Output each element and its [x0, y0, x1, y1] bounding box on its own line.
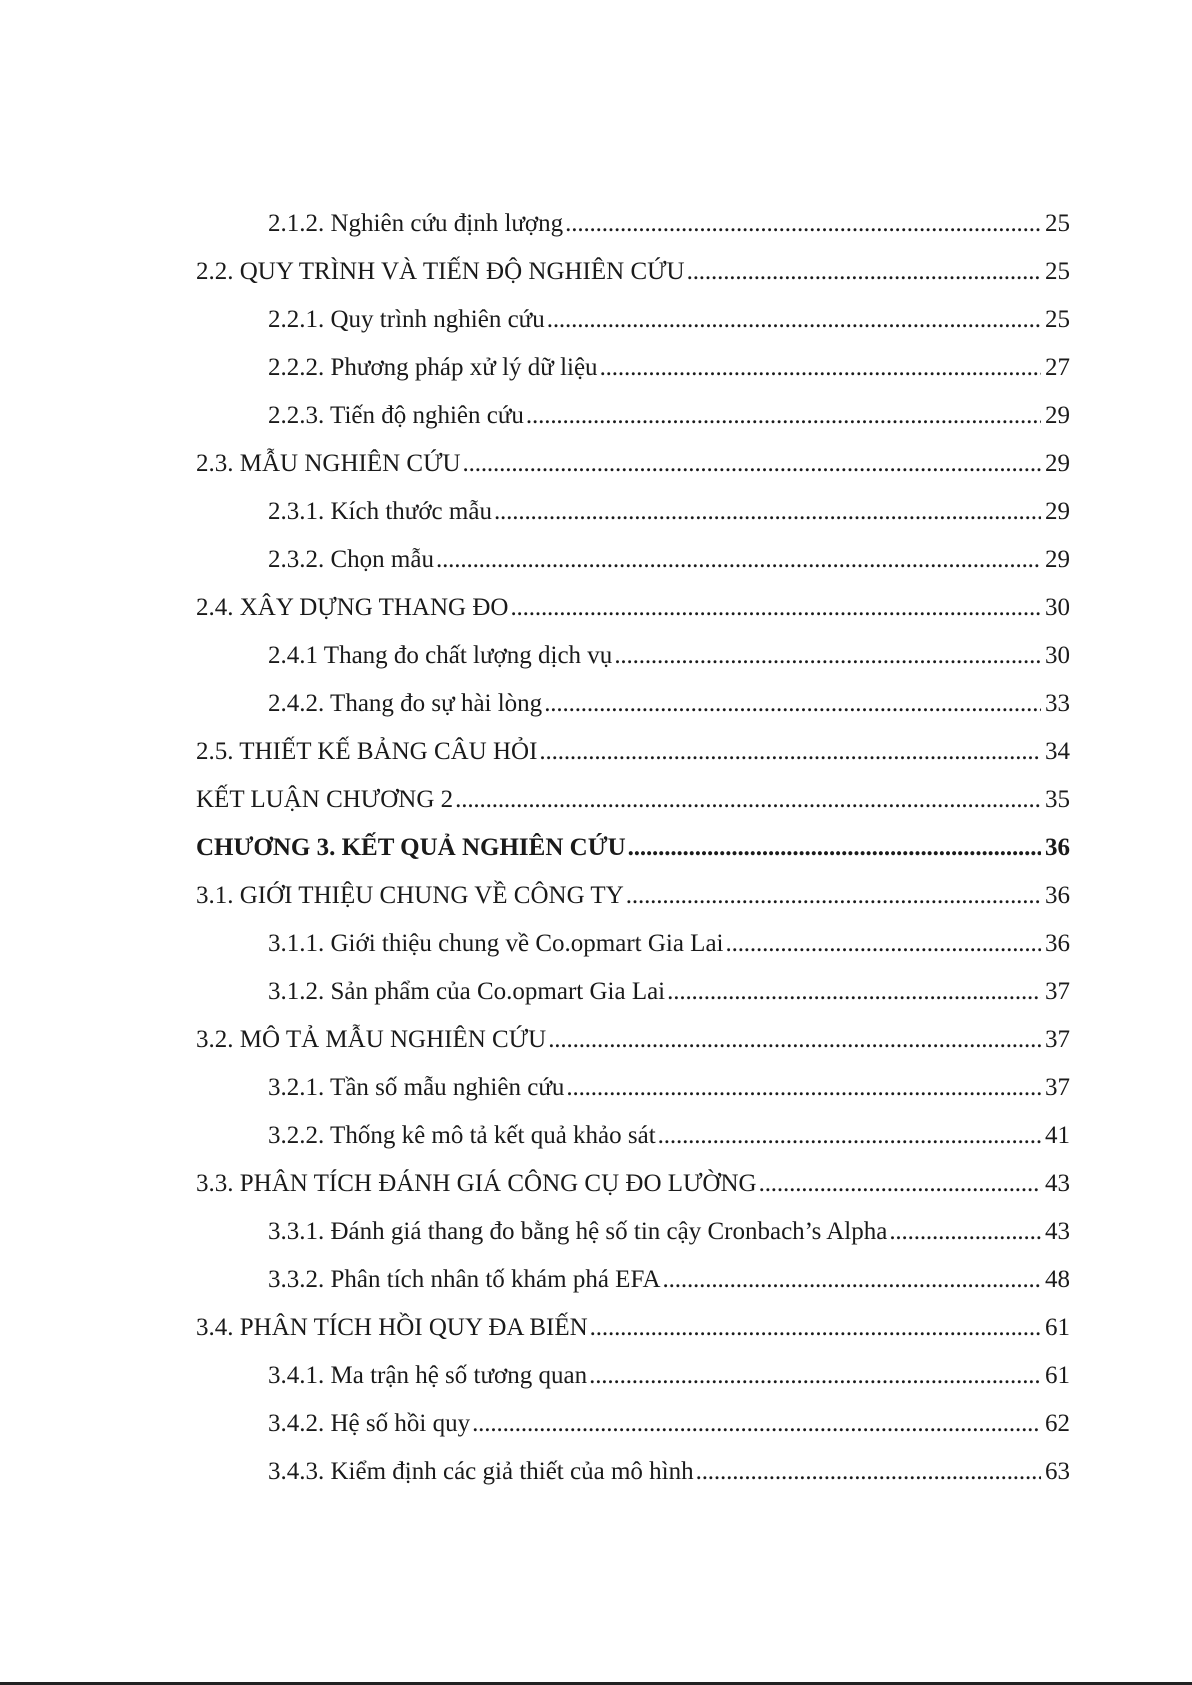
- toc-dot-leader: [526, 392, 1041, 440]
- toc-entry-page-number: 34: [1045, 738, 1070, 765]
- toc-dot-leader: [494, 488, 1041, 536]
- toc-entry-title: KẾT LUẬN CHƯƠNG 2: [196, 786, 454, 813]
- toc-entry-page-number: 48: [1045, 1266, 1070, 1293]
- toc-entry[interactable]: [196, 488, 1070, 536]
- toc-entry-page-number: 25: [1045, 210, 1070, 237]
- toc-entry-title: 3.3. PHÂN TÍCH ĐÁNH GIÁ CÔNG CỤ ĐO LƯỜNG: [196, 1170, 757, 1197]
- toc-dot-leader: [455, 776, 1041, 824]
- toc-entry[interactable]: [196, 968, 1070, 1016]
- toc-dot-leader: [759, 1160, 1041, 1208]
- toc-entry-page-number: 29: [1045, 450, 1070, 477]
- toc-entry[interactable]: [196, 1112, 1070, 1160]
- toc-dot-leader: [667, 968, 1041, 1016]
- toc-entry[interactable]: [196, 1016, 1070, 1064]
- toc-dot-leader: [658, 1112, 1041, 1160]
- toc-entry[interactable]: [196, 1208, 1070, 1256]
- toc-entry-page-number: 61: [1045, 1314, 1070, 1341]
- toc-entry-page-number: 27: [1045, 354, 1070, 381]
- toc-entry-title: 3.2.2. Thống kê mô tả kết quả khảo sát: [268, 1122, 656, 1149]
- toc-entry[interactable]: [196, 1256, 1070, 1304]
- toc-dot-leader: [889, 1208, 1041, 1256]
- toc-dot-leader: [472, 1400, 1041, 1448]
- toc-dot-leader: [687, 248, 1041, 296]
- toc-entry-title: 3.4. PHÂN TÍCH HỒI QUY ĐA BIẾN: [196, 1314, 588, 1341]
- toc-dot-leader: [539, 728, 1041, 776]
- toc-entry-page-number: 36: [1045, 834, 1070, 861]
- toc-entry-title: 2.4. XÂY DỰNG THANG ĐO: [196, 594, 509, 621]
- toc-entry-title: 3.3.2. Phân tích nhân tố khám phá EFA: [268, 1266, 661, 1293]
- toc-dot-leader: [628, 824, 1041, 872]
- toc-entry[interactable]: [196, 296, 1070, 344]
- toc-entry[interactable]: [196, 824, 1070, 872]
- toc-dot-leader: [663, 1256, 1041, 1304]
- toc-entry-page-number: 29: [1045, 546, 1070, 573]
- toc-dot-leader: [544, 680, 1041, 728]
- toc-entry-page-number: 29: [1045, 402, 1070, 429]
- toc-dot-leader: [547, 296, 1041, 344]
- toc-entry[interactable]: [196, 728, 1070, 776]
- toc-entry-title: 2.5. THIẾT KẾ BẢNG CÂU HỎI: [196, 738, 538, 765]
- toc-dot-leader: [589, 1352, 1041, 1400]
- toc-entry-title: 2.3. MẪU NGHIÊN CỨU: [196, 450, 461, 477]
- toc-entry-page-number: 37: [1045, 1074, 1070, 1101]
- toc-entry[interactable]: [196, 1064, 1070, 1112]
- toc-entry-title: 2.2. QUY TRÌNH VÀ TIẾN ĐỘ NGHIÊN CỨU: [196, 258, 685, 285]
- toc-entry-page-number: 62: [1045, 1410, 1070, 1437]
- toc-entry-page-number: 33: [1045, 690, 1070, 717]
- toc-entry-page-number: 37: [1045, 1026, 1070, 1053]
- toc-entry[interactable]: [196, 248, 1070, 296]
- toc-entry-title: 2.3.2. Chọn mẫu: [268, 546, 434, 573]
- toc-entry[interactable]: [196, 680, 1070, 728]
- toc-entry-page-number: 25: [1045, 258, 1070, 285]
- toc-entry-page-number: 43: [1045, 1170, 1070, 1197]
- toc-entry-title: 2.4.2. Thang đo sự hài lòng: [268, 690, 543, 717]
- toc-dot-leader: [626, 872, 1041, 920]
- toc-entry-title: 2.1.2. Nghiên cứu định lượng: [268, 210, 564, 237]
- toc-entry-title: 2.2.3. Tiến độ nghiên cứu: [268, 402, 524, 429]
- toc-dot-leader: [565, 200, 1041, 248]
- toc-dot-leader: [696, 1448, 1041, 1496]
- toc-dot-leader: [436, 536, 1041, 584]
- toc-dot-leader: [600, 344, 1041, 392]
- toc-entry[interactable]: [196, 632, 1070, 680]
- toc-dot-leader: [590, 1304, 1041, 1352]
- toc-dot-leader: [726, 920, 1042, 968]
- toc-entry[interactable]: [196, 1400, 1070, 1448]
- toc-dot-leader: [463, 440, 1041, 488]
- toc-entry-title: 3.4.1. Ma trận hệ số tương quan: [268, 1362, 588, 1389]
- toc-entry-page-number: 61: [1045, 1362, 1070, 1389]
- toc-entry[interactable]: [196, 1448, 1070, 1496]
- toc-entry[interactable]: [196, 1352, 1070, 1400]
- toc-dot-leader: [548, 1016, 1041, 1064]
- toc-entry-page-number: 35: [1045, 786, 1070, 813]
- toc-entry-page-number: 63: [1045, 1458, 1070, 1485]
- toc-entry[interactable]: [196, 344, 1070, 392]
- toc-entry-page-number: 41: [1045, 1122, 1070, 1149]
- toc-entry-page-number: 36: [1045, 882, 1070, 909]
- toc-entry-page-number: 37: [1045, 978, 1070, 1005]
- toc-entry-title: CHƯƠNG 3. KẾT QUẢ NGHIÊN CỨU: [196, 834, 626, 861]
- toc-entry[interactable]: [196, 1304, 1070, 1352]
- toc-entry-page-number: 30: [1045, 594, 1070, 621]
- toc-entry-page-number: 43: [1045, 1218, 1070, 1245]
- toc-entry[interactable]: [196, 1160, 1070, 1208]
- toc-entry-title: 3.1.2. Sản phẩm của Co.opmart Gia Lai: [268, 978, 666, 1005]
- toc-entry[interactable]: [196, 584, 1070, 632]
- toc-entry-title: 3.4.2. Hệ số hồi quy: [268, 1410, 471, 1437]
- toc-entry-title: 3.1. GIỚI THIỆU CHUNG VỀ CÔNG TY: [196, 882, 624, 909]
- toc-entry-title: 3.2.1. Tần số mẫu nghiên cứu: [268, 1074, 565, 1101]
- toc-dot-leader: [566, 1064, 1041, 1112]
- toc-entry-title: 2.2.1. Quy trình nghiên cứu: [268, 306, 545, 333]
- toc-entry[interactable]: [196, 536, 1070, 584]
- toc-dot-leader: [614, 632, 1041, 680]
- toc-entry-page-number: 25: [1045, 306, 1070, 333]
- toc-entry[interactable]: [196, 776, 1070, 824]
- toc-entry-title: 3.4.3. Kiểm định các giả thiết của mô hình: [268, 1458, 694, 1485]
- toc-entry[interactable]: [196, 440, 1070, 488]
- toc-entry-title: 2.2.2. Phương pháp xử lý dữ liệu: [268, 354, 598, 381]
- toc-entry[interactable]: [196, 392, 1070, 440]
- toc-entry-page-number: 30: [1045, 642, 1070, 669]
- toc-entry[interactable]: [196, 200, 1070, 248]
- toc-dot-leader: [510, 584, 1041, 632]
- toc-entry[interactable]: [196, 920, 1070, 968]
- toc-entry-title: 3.2. MÔ TẢ MẪU NGHIÊN CỨU: [196, 1026, 547, 1053]
- toc-entry-title: 2.4.1 Thang đo chất lượng dịch vụ: [268, 642, 613, 669]
- toc-entry-page-number: 29: [1045, 498, 1070, 525]
- toc-entry-title: 2.3.1. Kích thước mẫu: [268, 498, 492, 525]
- toc-entry[interactable]: [196, 872, 1070, 920]
- toc-entry-page-number: 36: [1045, 930, 1070, 957]
- toc-entry-title: 3.1.1. Giới thiệu chung về Co.opmart Gia Lai: [268, 930, 724, 957]
- toc-entry-title: 3.3.1. Đánh giá thang đo bằng hệ số tin cậy Cronbach’s Alpha: [268, 1218, 888, 1245]
- table-of-contents: [196, 200, 1070, 1496]
